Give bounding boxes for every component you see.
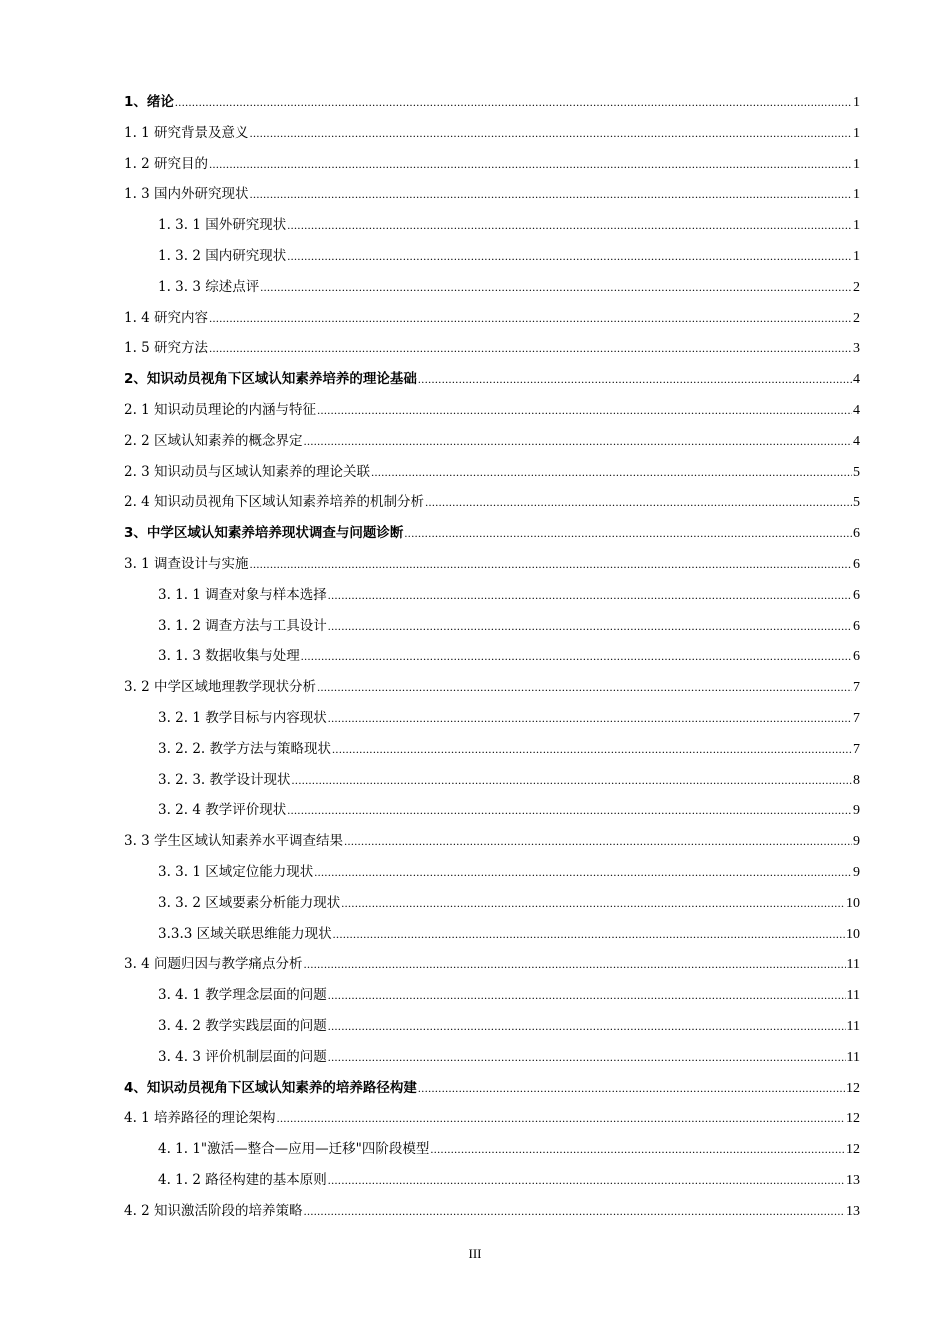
dot-leader [341,888,845,919]
dot-leader [250,118,852,149]
dot-leader [328,980,846,1011]
toc-entry-page-number: 7 [853,710,860,726]
dot-leader [209,149,852,180]
toc-entry-page-number: 6 [853,618,860,634]
toc-chapter-entry[interactable] [124,364,860,395]
table-of-contents [124,87,860,1226]
toc-entry-title: 3. 2 中学区域地理教学现状分析 [124,679,317,696]
toc-entry[interactable] [124,734,860,765]
toc-entry[interactable] [124,888,860,919]
toc-entry-page-number: 1 [853,156,860,172]
dot-leader [344,826,852,857]
toc-entry-title: 3. 4. 2 教学实践层面的问题 [158,1017,327,1034]
toc-entry-title: 4. 1. 1"激活—整合—应用—迁移"四阶段模型 [158,1141,430,1158]
toc-entry-page-number: 6 [853,587,860,603]
toc-entry-title: 3. 4. 1 教学理念层面的问题 [158,987,327,1004]
toc-entry[interactable] [124,549,860,580]
toc-entry-page-number: 5 [853,495,860,511]
toc-entry-page-number: 8 [853,772,860,788]
toc-chapter-entry[interactable] [124,87,860,118]
toc-entry-page-number: 7 [853,680,860,696]
toc-entry-page-number: 11 [846,1049,860,1065]
toc-entry-title: 1. 1 研究背景及意义 [124,124,249,141]
dot-leader [404,518,852,549]
dot-leader [287,210,852,241]
toc-entry-title: 3. 3. 2 区域要素分析能力现状 [158,894,341,911]
toc-entry-page-number: 9 [853,864,860,880]
toc-entry[interactable] [124,826,860,857]
toc-entry[interactable] [124,395,860,426]
toc-entry-title: 3.3.3 区域关联思维能力现状 [158,925,332,942]
toc-entry-title: 3. 2. 1 教学目标与内容现状 [158,709,327,726]
toc-entry-title: 3. 4. 3 评价机制层面的问题 [158,1048,327,1065]
dot-leader [317,395,852,426]
toc-entry[interactable] [124,272,860,303]
toc-entry-title: 1. 4 研究内容 [124,309,209,326]
toc-entry-title: 3. 1. 2 调查方法与工具设计 [158,617,327,634]
dot-leader [250,179,852,210]
toc-entry-page-number: 13 [846,1203,860,1219]
toc-entry[interactable] [124,1165,860,1196]
toc-entry[interactable] [124,580,860,611]
toc-entry-page-number: 4 [853,433,860,449]
toc-entry-page-number: 12 [846,1142,860,1158]
toc-entry[interactable] [124,611,860,642]
dot-leader [418,364,852,395]
toc-entry-title: 4. 2 知识激活阶段的培养策略 [124,1202,303,1219]
toc-entry-page-number: 9 [853,803,860,819]
toc-entry[interactable] [124,857,860,888]
toc-entry-page-number: 11 [846,957,860,973]
toc-entry[interactable] [124,795,860,826]
toc-entry-page-number: 11 [846,988,860,1004]
toc-entry-page-number: 6 [853,526,860,542]
dot-leader [292,765,852,796]
toc-entry-title: 3. 4 问题归因与教学痛点分析 [124,956,303,973]
toc-entry-title: 3、中学区域认知素养培养现状调查与问题诊断 [124,525,404,542]
toc-entry[interactable] [124,949,860,980]
toc-entry-page-number: 1 [853,187,860,203]
toc-entry-page-number: 13 [846,1172,860,1188]
dot-leader [260,272,852,303]
toc-entry-title: 2. 2 区域认知素养的概念界定 [124,432,303,449]
dot-leader [209,333,852,364]
toc-entry[interactable] [124,703,860,734]
toc-chapter-entry[interactable] [124,518,860,549]
toc-entry-title: 1. 3. 3 综述点评 [158,278,260,295]
dot-leader [328,1165,845,1196]
toc-entry-title: 2、知识动员视角下区域认知素养培养的理论基础 [124,371,417,388]
dot-leader [301,641,852,672]
toc-entry-page-number: 10 [846,926,860,942]
toc-entry[interactable] [124,179,860,210]
dot-leader [371,457,852,488]
toc-entry-title: 2. 4 知识动员视角下区域认知素养培养的机制分析 [124,494,425,511]
toc-entry[interactable] [124,487,860,518]
toc-entry-title: 1. 3. 2 国内研究现状 [158,247,287,264]
toc-entry-page-number: 1 [853,218,860,234]
toc-entry-page-number: 1 [853,95,860,110]
toc-entry-page-number: 11 [846,1018,860,1034]
dot-leader [328,580,852,611]
toc-entry-page-number: 5 [853,464,860,480]
dot-leader [430,1134,845,1165]
toc-entry-page-number: 2 [853,279,860,295]
toc-entry[interactable] [124,1196,860,1227]
dot-leader [333,919,845,950]
toc-entry[interactable] [124,149,860,180]
toc-entry[interactable] [124,457,860,488]
dot-leader [287,241,852,272]
toc-entry-page-number: 3 [853,341,860,357]
toc-entry[interactable] [124,426,860,457]
toc-entry[interactable] [124,303,860,334]
toc-entry-page-number: 4 [853,372,860,388]
toc-entry-title: 3. 2. 4 教学评价现状 [158,802,287,819]
toc-entry[interactable] [124,118,860,149]
dot-leader [304,949,846,980]
toc-entry[interactable] [124,765,860,796]
toc-entry[interactable] [124,980,860,1011]
toc-chapter-entry[interactable] [124,1073,860,1104]
dot-leader [304,426,852,457]
toc-entry-title: 4. 1 培养路径的理论架构 [124,1110,276,1127]
toc-entry-title: 1. 3 国内外研究现状 [124,186,249,203]
dot-leader [425,487,852,518]
toc-entry-page-number: 12 [846,1111,860,1127]
toc-entry-page-number: 7 [853,741,860,757]
toc-entry-title: 4、知识动员视角下区域认知素养的培养路径构建 [124,1079,417,1096]
toc-entry-title: 2. 3 知识动员与区域认知素养的理论关联 [124,463,371,480]
dot-leader [314,857,852,888]
dot-leader [328,1011,846,1042]
toc-entry-page-number: 1 [853,125,860,141]
toc-entry-title: 3. 1. 3 数据收集与处理 [158,648,300,665]
toc-entry-title: 3. 2. 3. 教学设计现状 [158,771,291,788]
page-number: III [468,1246,482,1261]
toc-entry[interactable] [124,1011,860,1042]
toc-entry-page-number: 1 [853,248,860,264]
toc-entry-page-number: 6 [853,649,860,665]
toc-entry-title: 3. 3. 1 区域定位能力现状 [158,863,314,880]
dot-leader [250,549,852,580]
dot-leader [328,703,852,734]
toc-entry-title: 3. 1 调查设计与实施 [124,555,249,572]
toc-entry-title: 3. 2. 2. 教学方法与策略现状 [158,740,332,757]
dot-leader [287,795,852,826]
toc-entry[interactable] [124,1103,860,1134]
toc-entry[interactable] [124,333,860,364]
toc-entry-title: 1、绪论 [124,94,174,110]
toc-entry-title: 3. 1. 1 调查对象与样本选择 [158,586,327,603]
dot-leader [328,1042,846,1073]
dot-leader [304,1196,845,1227]
toc-entry[interactable] [124,241,860,272]
toc-entry-title: 3. 3 学生区域认知素养水平调查结果 [124,833,344,850]
toc-entry[interactable] [124,919,860,950]
dot-leader [328,611,852,642]
dot-leader [209,303,852,334]
toc-entry-page-number: 4 [853,402,860,418]
dot-leader [332,734,852,765]
dot-leader [175,87,852,118]
toc-entry-title: 4. 1. 2 路径构建的基本原则 [158,1171,327,1188]
toc-entry[interactable] [124,1042,860,1073]
dot-leader [317,672,852,703]
toc-entry-title: 2. 1 知识动员理论的内涵与特征 [124,401,317,418]
toc-entry[interactable] [124,210,860,241]
dot-leader [418,1073,845,1104]
toc-entry-page-number: 10 [846,895,860,911]
toc-entry-page-number: 12 [846,1080,860,1096]
toc-entry[interactable] [124,1134,860,1165]
toc-entry-page-number: 6 [853,556,860,572]
toc-entry-page-number: 9 [853,834,860,850]
dot-leader [277,1103,845,1134]
toc-entry-title: 1. 5 研究方法 [124,340,209,357]
toc-entry-title: 1. 2 研究目的 [124,155,209,172]
toc-entry-title: 1. 3. 1 国外研究现状 [158,217,287,234]
toc-entry[interactable] [124,672,860,703]
toc-entry[interactable] [124,641,860,672]
toc-entry-page-number: 2 [853,310,860,326]
